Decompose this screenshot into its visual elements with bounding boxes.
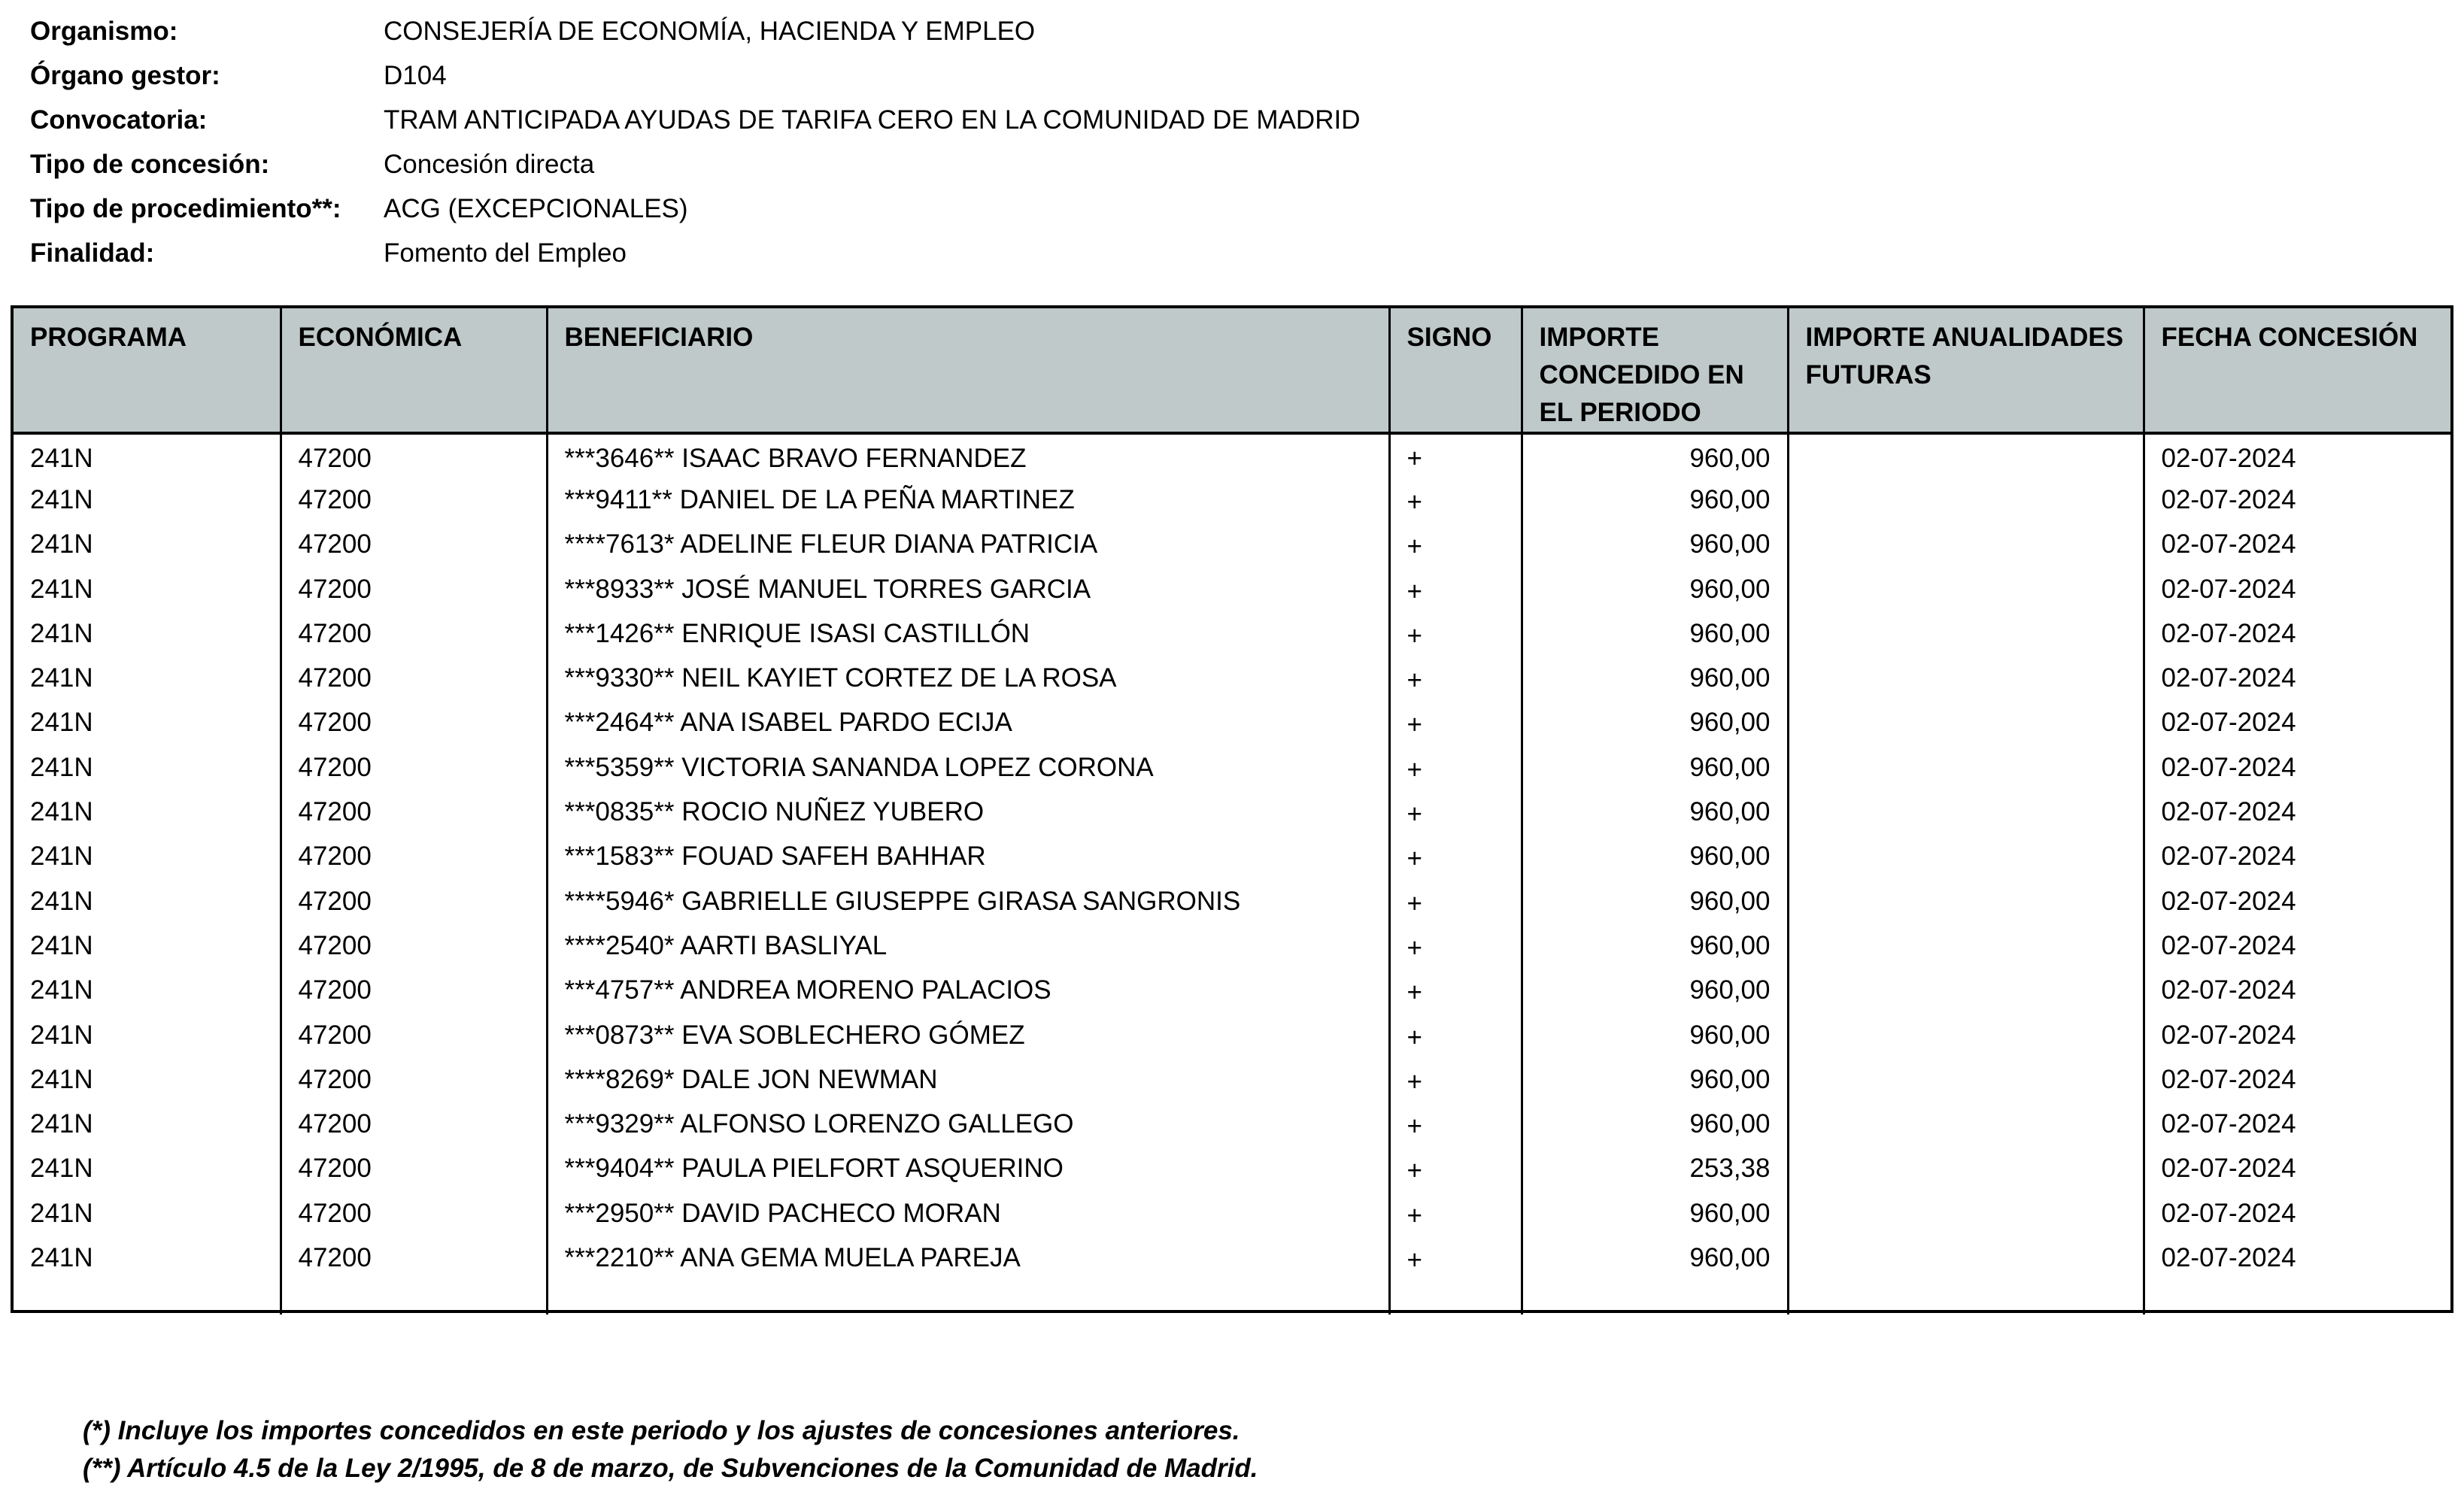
meta-row-tipo-concesion <box>30 142 1360 186</box>
cell-beneficiario: ***9329** ALFONSO LORENZO GALLEGO <box>547 1102 1389 1146</box>
table-row <box>14 701 2450 745</box>
meta-label: Convocatoria: <box>30 105 208 135</box>
cell-economica: 47200 <box>281 611 547 656</box>
meta-row-organismo <box>30 9 1360 53</box>
cell-importe-concedido: 960,00 <box>1522 879 1788 923</box>
meta-value: CONSEJERÍA DE ECONOMÍA, HACIENDA Y EMPLEO <box>384 16 1036 46</box>
cell-importe-futuras <box>1788 611 2144 656</box>
cell-signo: + <box>1389 656 1522 700</box>
cell-signo: + <box>1389 478 1522 522</box>
cell-beneficiario: ***9330** NEIL KAYIET CORTEZ DE LA ROSA <box>547 656 1389 700</box>
grants-table <box>14 308 2450 1314</box>
table-row <box>14 433 2450 478</box>
cell-beneficiario: ****2540* AARTI BASLIYAL <box>547 923 1389 968</box>
cell-beneficiario: ***1426** ENRIQUE ISASI CASTILLÓN <box>547 611 1389 656</box>
table-row <box>14 923 2450 968</box>
cell-fecha-concesion: 02-07-2024 <box>2144 611 2450 656</box>
cell-importe-futuras <box>1788 478 2144 522</box>
cell-importe-futuras <box>1788 969 2144 1013</box>
cell-programa: 241N <box>30 930 93 960</box>
cell-signo: + <box>1389 567 1522 611</box>
cell-economica: 47200 <box>281 1236 547 1280</box>
cell-beneficiario: ****8269* DALE JON NEWMAN <box>547 1057 1389 1102</box>
header-programa: PROGRAMA <box>14 308 281 433</box>
cell-economica: 47200 <box>281 745 547 790</box>
cell-fecha-concesion: 02-07-2024 <box>2144 923 2450 968</box>
cell-programa: 241N <box>30 886 93 916</box>
cell-importe-futuras <box>1788 790 2144 834</box>
cell-importe-futuras <box>1788 701 2144 745</box>
meta-label: Tipo de procedimiento**: <box>30 193 341 223</box>
cell-economica: 47200 <box>281 790 547 834</box>
table-row <box>14 523 2450 567</box>
filler-cell <box>547 1281 1389 1314</box>
cell-programa: 241N <box>30 1064 93 1094</box>
cell-signo: + <box>1389 969 1522 1013</box>
cell-economica: 47200 <box>281 969 547 1013</box>
cell-importe-concedido: 960,00 <box>1522 523 1788 567</box>
header-importe-concedido: IMPORTE CONCEDIDO EN EL PERIODO <box>1522 308 1788 433</box>
header-importe-futuras: IMPORTE ANUALIDADES FUTURAS <box>1788 308 2144 433</box>
cell-programa: 241N <box>30 797 93 827</box>
cell-economica: 47200 <box>281 433 547 478</box>
cell-fecha-concesion: 02-07-2024 <box>2144 835 2450 879</box>
table-filler-row <box>14 1281 2450 1314</box>
cell-importe-concedido: 960,00 <box>1522 567 1788 611</box>
cell-importe-futuras <box>1788 567 2144 611</box>
meta-row-organo-gestor <box>30 53 1360 98</box>
cell-importe-concedido: 960,00 <box>1522 656 1788 700</box>
cell-economica: 47200 <box>281 1102 547 1146</box>
cell-fecha-concesion: 02-07-2024 <box>2144 567 2450 611</box>
cell-importe-futuras <box>1788 433 2144 478</box>
cell-importe-concedido: 960,00 <box>1522 611 1788 656</box>
cell-importe-futuras <box>1788 1057 2144 1102</box>
cell-importe-concedido: 960,00 <box>1522 923 1788 968</box>
table-row <box>14 835 2450 879</box>
meta-row-convocatoria <box>30 98 1360 142</box>
cell-programa: 241N <box>30 752 93 782</box>
meta-value: D104 <box>384 60 447 90</box>
table-row <box>14 656 2450 700</box>
cell-importe-futuras <box>1788 656 2144 700</box>
table-row <box>14 745 2450 790</box>
cell-importe-futuras <box>1788 923 2144 968</box>
meta-label: Finalidad: <box>30 238 155 268</box>
cell-beneficiario: ****7613* ADELINE FLEUR DIANA PATRICIA <box>547 523 1389 567</box>
cell-programa: 241N <box>30 574 93 604</box>
cell-fecha-concesion: 02-07-2024 <box>2144 656 2450 700</box>
cell-signo: + <box>1389 523 1522 567</box>
cell-programa: 241N <box>30 663 93 693</box>
table-row <box>14 790 2450 834</box>
footnote-ley: (**) Artículo 4.5 de la Ley 2/1995, de 8 de marzo, de Subvenciones de la Comunidad de Madrid. <box>83 1454 1258 1483</box>
meta-row-finalidad <box>30 231 1360 275</box>
table-row <box>14 879 2450 923</box>
cell-beneficiario: ***9404** PAULA PIELFORT ASQUERINO <box>547 1147 1389 1191</box>
cell-signo: + <box>1389 701 1522 745</box>
cell-importe-concedido: 253,38 <box>1522 1147 1788 1191</box>
cell-signo: + <box>1389 923 1522 968</box>
cell-importe-futuras <box>1788 523 2144 567</box>
cell-fecha-concesion: 02-07-2024 <box>2144 1191 2450 1236</box>
cell-importe-concedido: 960,00 <box>1522 701 1788 745</box>
cell-beneficiario: ***1583** FOUAD SAFEH BAHHAR <box>547 835 1389 879</box>
cell-programa: 241N <box>30 1154 93 1184</box>
filler-cell <box>14 1281 281 1314</box>
cell-signo: + <box>1389 745 1522 790</box>
cell-economica: 47200 <box>281 1191 547 1236</box>
meta-label: Tipo de concesión: <box>30 149 270 179</box>
cell-beneficiario: ***9411** DANIEL DE LA PEÑA MARTINEZ <box>547 478 1389 522</box>
cell-importe-concedido: 960,00 <box>1522 1191 1788 1236</box>
table-row <box>14 969 2450 1013</box>
cell-importe-concedido: 960,00 <box>1522 745 1788 790</box>
header-signo: SIGNO <box>1389 308 1522 433</box>
cell-programa: 241N <box>30 618 93 648</box>
cell-signo: + <box>1389 611 1522 656</box>
table-row <box>14 1102 2450 1146</box>
cell-programa: 241N <box>30 975 93 1005</box>
header-fecha-concesion: FECHA CONCESIÓN <box>2144 308 2450 433</box>
cell-programa: 241N <box>30 1020 93 1050</box>
cell-importe-concedido: 960,00 <box>1522 790 1788 834</box>
filler-cell <box>281 1281 547 1314</box>
cell-fecha-concesion: 02-07-2024 <box>2144 1236 2450 1280</box>
cell-programa: 241N <box>30 1198 93 1228</box>
table-row <box>14 1236 2450 1280</box>
cell-importe-futuras <box>1788 745 2144 790</box>
filler-cell <box>1788 1281 2144 1314</box>
table-row <box>14 1013 2450 1057</box>
cell-fecha-concesion: 02-07-2024 <box>2144 1147 2450 1191</box>
cell-economica: 47200 <box>281 1147 547 1191</box>
filler-cell <box>1522 1281 1788 1314</box>
meta-row-tipo-procedimiento <box>30 186 1360 231</box>
cell-beneficiario: ***5359** VICTORIA SANANDA LOPEZ CORONA <box>547 745 1389 790</box>
cell-beneficiario: ***2464** ANA ISABEL PARDO ECIJA <box>547 701 1389 745</box>
cell-signo: + <box>1389 879 1522 923</box>
cell-economica: 47200 <box>281 656 547 700</box>
cell-beneficiario: ***2950** DAVID PACHECO MORAN <box>547 1191 1389 1236</box>
table-body <box>14 433 2450 1314</box>
cell-fecha-concesion: 02-07-2024 <box>2144 478 2450 522</box>
cell-signo: + <box>1389 1147 1522 1191</box>
cell-signo: + <box>1389 790 1522 834</box>
cell-economica: 47200 <box>281 523 547 567</box>
cell-programa: 241N <box>30 708 93 738</box>
header-beneficiario: BENEFICIARIO <box>547 308 1389 433</box>
cell-programa: 241N <box>30 484 93 514</box>
cell-fecha-concesion: 02-07-2024 <box>2144 433 2450 478</box>
table-row <box>14 1191 2450 1236</box>
cell-fecha-concesion: 02-07-2024 <box>2144 523 2450 567</box>
cell-signo: + <box>1389 1013 1522 1057</box>
cell-beneficiario: ***8933** JOSÉ MANUEL TORRES GARCIA <box>547 567 1389 611</box>
cell-importe-futuras <box>1788 879 2144 923</box>
header-economica: ECONÓMICA <box>281 308 547 433</box>
cell-importe-concedido: 960,00 <box>1522 1102 1788 1146</box>
cell-fecha-concesion: 02-07-2024 <box>2144 701 2450 745</box>
filler-cell <box>2144 1281 2450 1314</box>
cell-fecha-concesion: 02-07-2024 <box>2144 745 2450 790</box>
cell-signo: + <box>1389 835 1522 879</box>
cell-fecha-concesion: 02-07-2024 <box>2144 879 2450 923</box>
cell-economica: 47200 <box>281 879 547 923</box>
cell-economica: 47200 <box>281 923 547 968</box>
cell-economica: 47200 <box>281 835 547 879</box>
cell-beneficiario: ***4757** ANDREA MORENO PALACIOS <box>547 969 1389 1013</box>
cell-programa: 241N <box>30 443 93 473</box>
cell-fecha-concesion: 02-07-2024 <box>2144 1057 2450 1102</box>
cell-importe-concedido: 960,00 <box>1522 1236 1788 1280</box>
cell-beneficiario: ***0873** EVA SOBLECHERO GÓMEZ <box>547 1013 1389 1057</box>
cell-economica: 47200 <box>281 1057 547 1102</box>
cell-importe-futuras <box>1788 1102 2144 1146</box>
cell-programa: 241N <box>30 841 93 872</box>
cell-signo: + <box>1389 1191 1522 1236</box>
cell-signo: + <box>1389 433 1522 478</box>
cell-signo: + <box>1389 1236 1522 1280</box>
cell-fecha-concesion: 02-07-2024 <box>2144 969 2450 1013</box>
meta-value: Concesión directa <box>384 149 595 179</box>
cell-programa: 241N <box>30 529 93 559</box>
grants-table-frame <box>11 305 2453 1313</box>
cell-fecha-concesion: 02-07-2024 <box>2144 790 2450 834</box>
cell-importe-concedido: 960,00 <box>1522 1013 1788 1057</box>
cell-fecha-concesion: 02-07-2024 <box>2144 1013 2450 1057</box>
cell-beneficiario: ****5946* GABRIELLE GIUSEPPE GIRASA SANGRONIS <box>547 879 1389 923</box>
cell-economica: 47200 <box>281 701 547 745</box>
cell-importe-futuras <box>1788 1191 2144 1236</box>
cell-economica: 47200 <box>281 478 547 522</box>
cell-signo: + <box>1389 1057 1522 1102</box>
cell-beneficiario: ***2210** ANA GEMA MUELA PAREJA <box>547 1236 1389 1280</box>
cell-economica: 47200 <box>281 1013 547 1057</box>
footnotes <box>83 1412 1258 1487</box>
cell-signo: + <box>1389 1102 1522 1146</box>
meta-value: Fomento del Empleo <box>384 238 627 268</box>
cell-importe-futuras <box>1788 1147 2144 1191</box>
footnote-importes: (*) Incluye los importes concedidos en este periodo y los ajustes de concesiones anteriores. <box>83 1416 1240 1445</box>
table-row <box>14 1147 2450 1191</box>
cell-importe-concedido: 960,00 <box>1522 969 1788 1013</box>
cell-economica: 47200 <box>281 567 547 611</box>
cell-beneficiario: ***3646** ISAAC BRAVO FERNANDEZ <box>547 433 1389 478</box>
cell-beneficiario: ***0835** ROCIO NUÑEZ YUBERO <box>547 790 1389 834</box>
table-row <box>14 611 2450 656</box>
table-header-row <box>14 308 2450 433</box>
cell-programa: 241N <box>30 1109 93 1139</box>
table-row <box>14 567 2450 611</box>
filler-cell <box>1389 1281 1522 1314</box>
cell-importe-futuras <box>1788 1236 2144 1280</box>
table-row <box>14 1057 2450 1102</box>
cell-importe-futuras <box>1788 1013 2144 1057</box>
cell-importe-concedido: 960,00 <box>1522 1057 1788 1102</box>
cell-programa: 241N <box>30 1242 93 1272</box>
cell-importe-concedido: 960,00 <box>1522 835 1788 879</box>
cell-importe-concedido: 960,00 <box>1522 478 1788 522</box>
document-metadata <box>30 9 1360 275</box>
cell-fecha-concesion: 02-07-2024 <box>2144 1102 2450 1146</box>
meta-label: Órgano gestor: <box>30 60 220 90</box>
table-row <box>14 478 2450 522</box>
cell-importe-futuras <box>1788 835 2144 879</box>
meta-value: TRAM ANTICIPADA AYUDAS DE TARIFA CERO EN LA COMUNIDAD DE MADRID <box>384 105 1361 135</box>
cell-importe-concedido: 960,00 <box>1522 433 1788 478</box>
meta-value: ACG (EXCEPCIONALES) <box>384 193 688 223</box>
meta-label: Organismo: <box>30 16 178 46</box>
